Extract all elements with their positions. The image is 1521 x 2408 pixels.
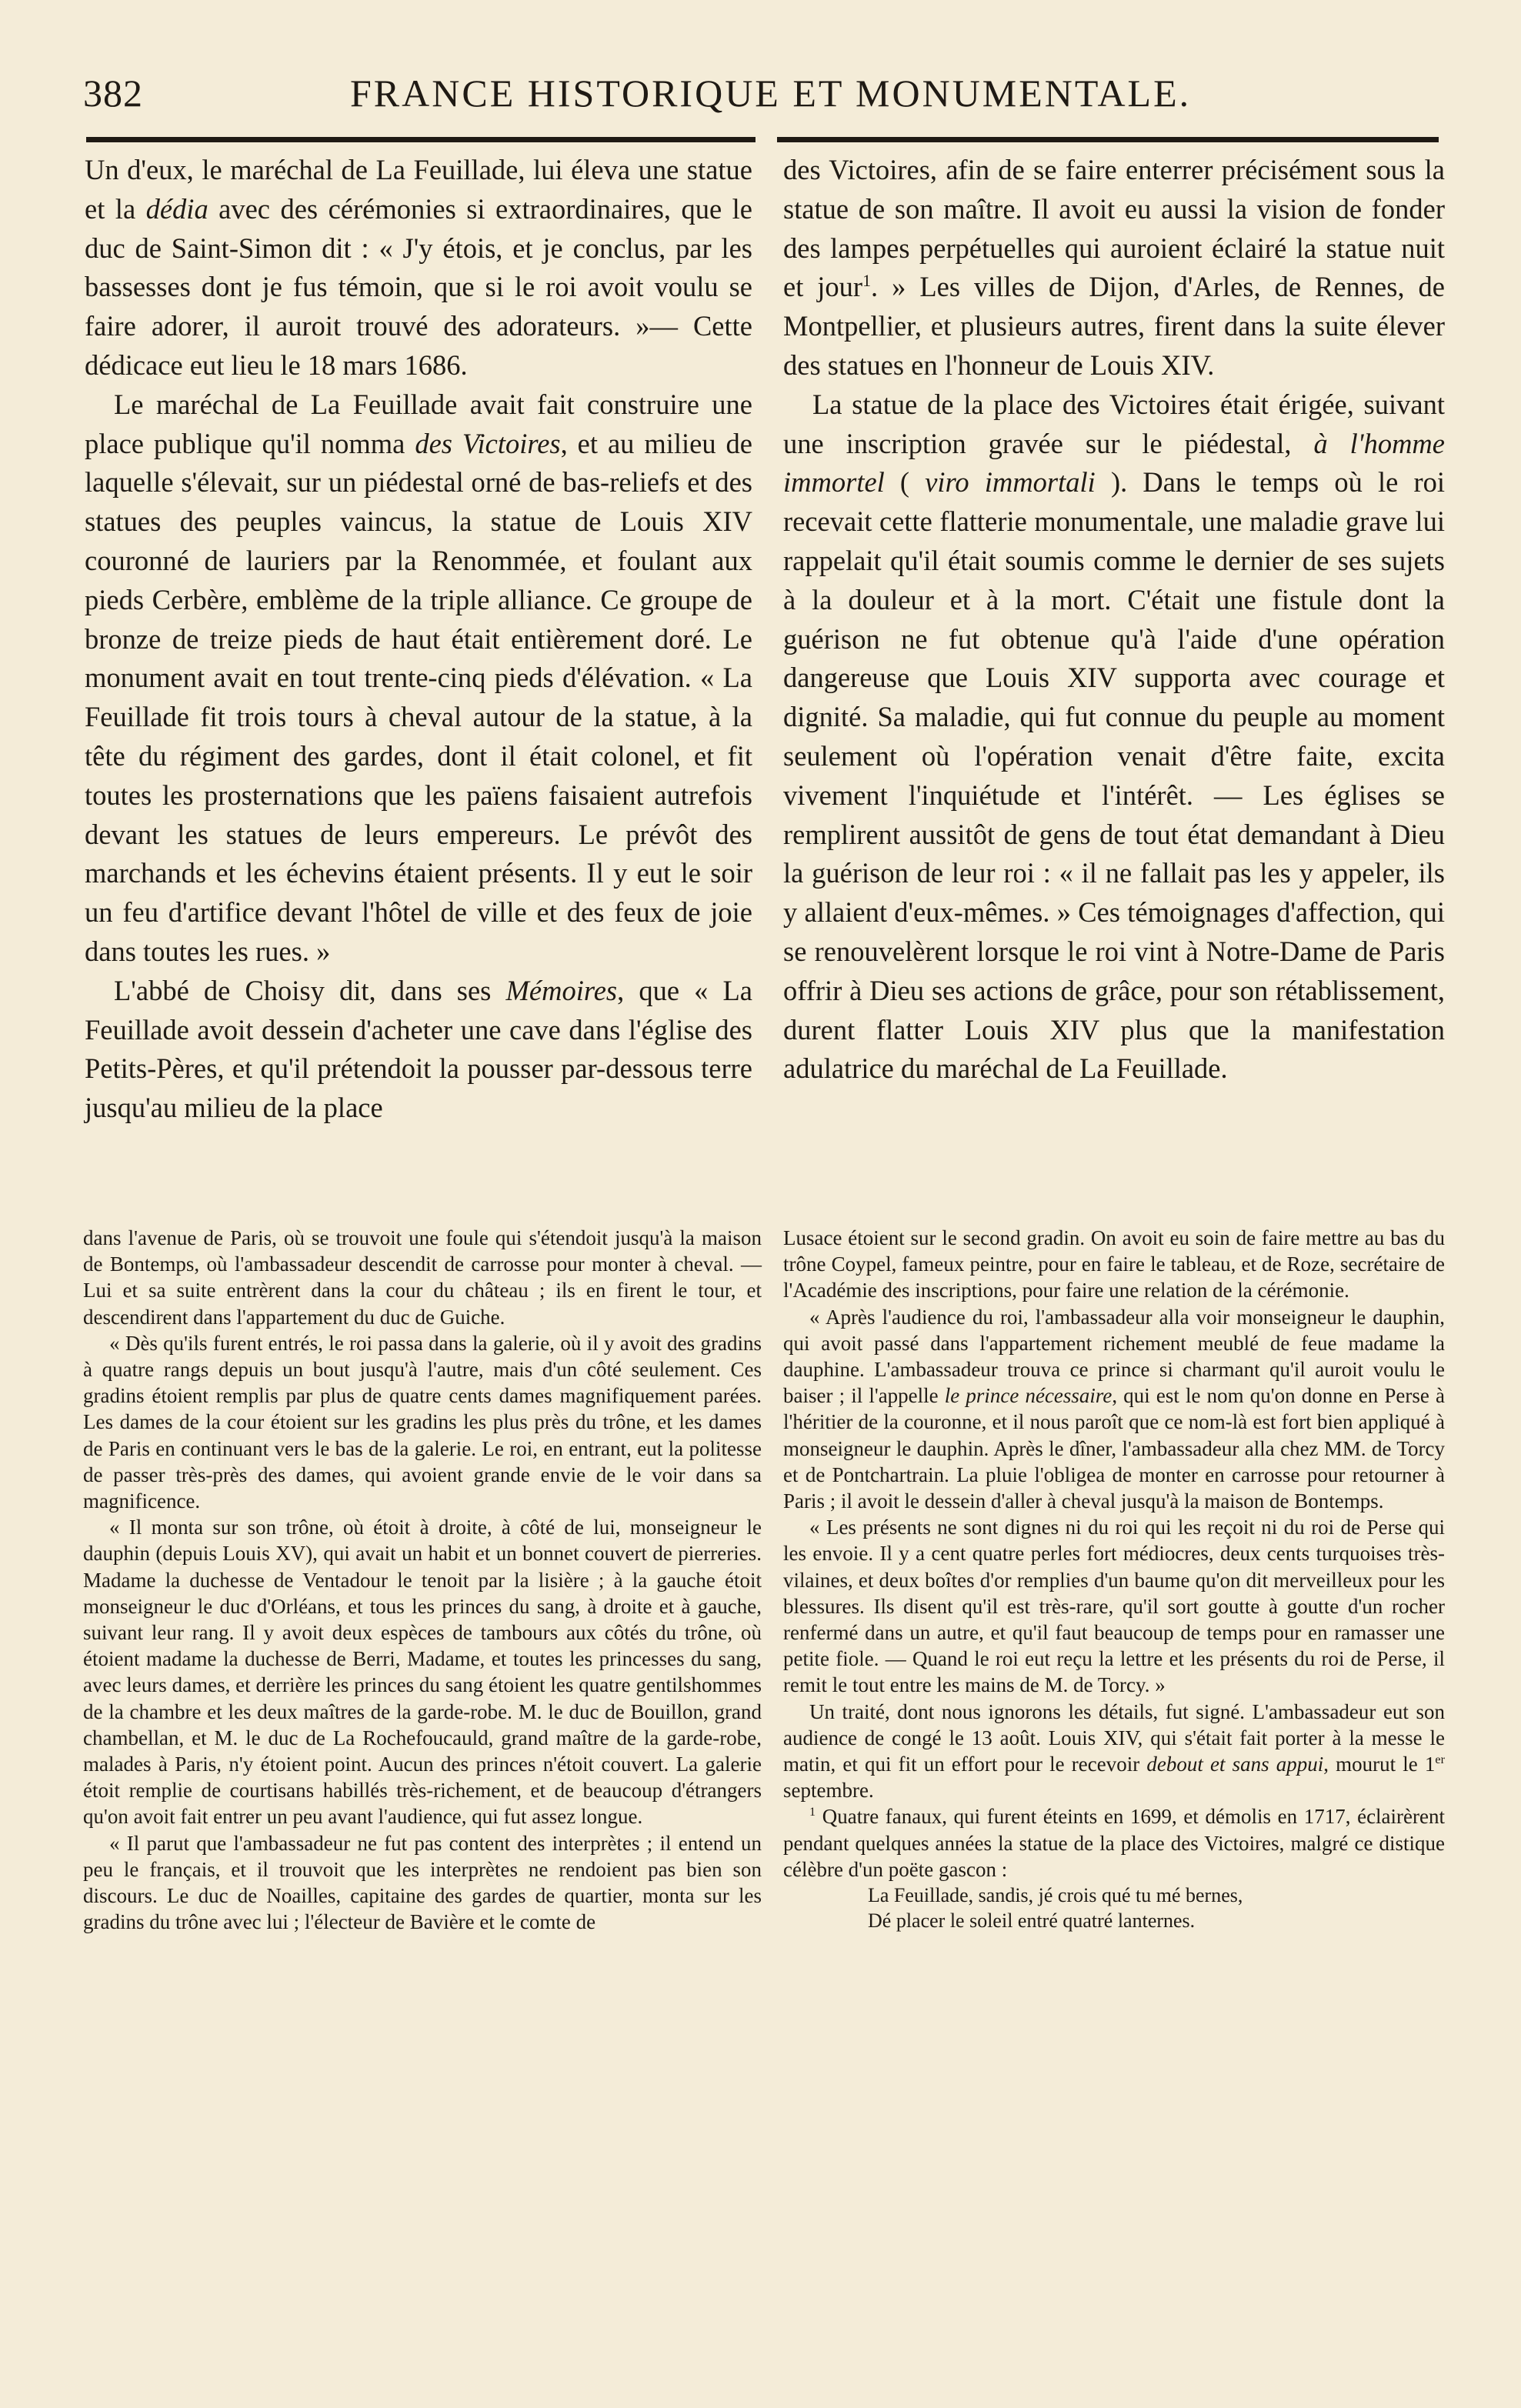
italic-text: viro immortali: [925, 466, 1096, 499]
verse-line: La Feuillade, sandis, jé crois qué tu mé bernes,: [868, 1884, 1243, 1907]
note-paragraph: « Il monta sur son trône, où étoit à droite, à côté de lui, monseigneur le dauphin (depuis Louis XV), qui avait un habit et un bonnet couvert de pierreries. Madame la duchesse de Ventadour le tenoit par la lisière ; à la gauche étoit monseigneur le duc d'Orléans, et tous les princes du sang, à droite et à gauche, suivant leur rang. Il y avoit deux espèces de tambours aux côtés du trône, où étoient madame la duchesse de Berri, Madame, et toutes les princesses du sang, avec leurs dames, et derrière les princes du sang étoient les quatre gentilshommes de la chambre et les deux maîtres de la garde-robe. M. le duc de Bouillon, grand chambellan, et M. le duc de La Rochefoucauld, grand maître de la garde-robe, malades à Paris, n'y étoient point. Aucun des princes n'étoit couvert. La galerie étoit remplie de courtisans habillés très-richement, et de beaucoup d'étrangers qu'on avoit fait entrer un peu avant l'audience, qui fut assez longue.: [83, 1516, 762, 1829]
page-number: 382: [83, 72, 143, 115]
note-paragraph: [783, 1699, 1445, 1804]
note-paragraph: dans l'avenue de Paris, où se trouvoit une foule qui s'étendoit jusqu'à la maison de Bontemps, où l'ambassadeur descendit de carrosse pour monter à cheval. — Lui et sa suite entrèrent dans la cour du château ; ils en firent le tour, et descendirent dans l'appartement du duc de Guiche.: [83, 1226, 762, 1329]
note-paragraph: Lusace étoient sur le second gradin. On avoit eu soin de faire mettre au bas du trône Coypel, fameux peintre, pour en faire le tableau, et de Roze, secrétaire de l'Académie des inscriptions, pour faire une relation de la cérémonie.: [783, 1226, 1445, 1302]
text-run: La statue de la place des Victoires était érigée, suivant une inscription gravée sur le piédestal,: [783, 388, 1445, 459]
text-run: . » Les villes de Dijon, d'Arles, de Rennes, de Montpellier, et plusieurs autres, firent dans la suite élever des statues en l'honneur de Louis XIV.: [783, 271, 1445, 381]
italic-text: Mémoires: [505, 974, 618, 1006]
main-paragraph: [85, 151, 752, 385]
notes-left-column: [83, 1225, 762, 1935]
italic-text: à l'homme immortel: [783, 427, 1445, 499]
superscript: er: [1435, 1753, 1445, 1767]
footnote-ref: 1: [862, 271, 872, 291]
verse-line: Dé placer le soleil entré quatré lanternes.: [868, 1909, 1196, 1933]
footnote: [783, 1803, 1445, 1883]
text-run: , qui est le nom qu'on donne en Perse à l'héritier de la couronne, et il nous paroît que ce nom-là est fort bien appliqué à monseigneur le dauphin. Après le dîner, l'ambassadeur alla chez MM. de Torcy et de Pontchartrain. La pluie l'obligea de monter en carrosse pour retourner à Paris ; il avoit le dessein d'aller à cheval jusqu'à la maison de Bontemps.: [783, 1384, 1446, 1513]
main-paragraph: [85, 972, 752, 1128]
footnote-text: Quatre fanaux, qui furent éteints en 1699, et démolis en 1717, éclairèrent pendant quelques années la statue de la place des Victoires, malgré ce distique célèbre d'un poëte gascon :: [783, 1805, 1445, 1881]
main-paragraph: [783, 151, 1445, 385]
text-run: « Après l'audience du roi, l'ambassadeur alla voir monseigneur le dauphin, qui avoit passé dans l'appartement richement meublé de feue madame la dauphine. L'ambassadeur trouva ce prince si charmant qu'il auroit voulu le baiser ; il l'appelle: [783, 1305, 1445, 1408]
main-text-right-column: [783, 151, 1445, 1089]
note-paragraph: [783, 1304, 1445, 1515]
text-run: Un d'eux, le maréchal de La Feuillade, lui éleva une statue et la: [85, 154, 752, 225]
text-run: septembre.: [783, 1779, 874, 1803]
main-text-left-column: [85, 151, 752, 1128]
main-paragraph: [783, 385, 1445, 1089]
header-rule-left: [86, 137, 755, 142]
italic-text: dédia: [145, 192, 208, 225]
text-run: avec des cérémonies si extraordinaires, que le duc de Saint-Simon dit : « J'y étois, et je conclus, par les bassesses dont je fus témoin, que si le roi avoit voulu se faire adorer, il auroit trouvé des adorateurs. »— Cette dédicace eut lieu le 18 mars 1686.: [85, 192, 753, 381]
note-paragraph: « Dès qu'ils furent entrés, le roi passa dans la galerie, où il y avoit des gradins à quatre rangs depuis un bout jusqu'à l'autre, mais d'un côté seulement. Ces gradins étoient remplis par plus de quatre cents dames magnifiquement parées. Les dames de la cour étoient sur les gradins les plus près du trône, et les dames de Paris en continuant vers le bas de la galerie. Le roi, en entrant, eut la politesse de passer très-près des dames, qui avoient grande envie de le voir dans sa magnificence.: [83, 1331, 762, 1513]
note-paragraph: « Il parut que l'ambassadeur ne fut pas content des interprètes ; il entend un peu le français, et il trouvoit que les interprètes ne rendoient pas bien son discours. Le duc de Noailles, capitaine des gardes de quartier, monta sur les gradins du trône avec lui ; l'électeur de Bavière et le comte de: [83, 1831, 762, 1934]
text-run: ). Dans le temps où le roi recevait cette flatterie monumentale, une maladie grave lui rappelait qu'il était soumis comme le dernier de ses sujets à la douleur et à la mort. C'était une fistule dont la guérison ne fut obtenue qu'à l'aide d'une opération dangereuse que Louis XIV supporta avec courage et dignité. Sa maladie, qui fut connue du peuple au moment seulement où l'opération venait d'être faite, excita vivement l'inquiétude et l'intérêt. — Les églises se remplirent aussitôt de gens de tout état demandant à Dieu la guérison de leur roi : « il ne fallait pas les y appeler, ils y allaient d'eux-mêmes. » Ces témoignages d'affection, qui se renouvelèrent lorsque le roi vint à Notre-Dame de Paris offrir à Dieu ses actions de grâce, pour son rétablissement, durent flatter Louis XIV plus que la manifestation adulatrice du maréchal de La Feuillade.: [783, 466, 1445, 1085]
footnote-mark: 1: [809, 1805, 816, 1819]
notes-right-column: [783, 1225, 1445, 1933]
main-paragraph: [85, 385, 752, 972]
text-run: Le maréchal de La Feuillade avait fait construire une place publique qu'il nomma: [85, 388, 752, 459]
running-header: [77, 71, 1454, 117]
text-run: (: [884, 466, 926, 499]
italic-text: debout et sans appui: [1146, 1753, 1324, 1776]
text-run: , que « La Feuillade avoit dessein d'acheter une cave dans l'église des Petits-Pères, et qu'il prétendoit la pousser par-dessous terre jusqu'au milieu de la place: [85, 974, 752, 1124]
text-run: L'abbé de Choisy dit, dans ses: [114, 974, 506, 1006]
header-rule-right: [777, 137, 1439, 142]
text-run: Un traité, dont nous ignorons les détails, fut signé. L'ambassadeur eut son audience de congé le 13 août. Louis XIV, qui s'était fait porter à la messe le matin, et qui fit un effort pour le recevoir: [783, 1699, 1445, 1776]
text-run: des Victoires, afin de se faire enterrer précisément sous la statue de son maître. Il avoit eu aussi la vision de fonder des lampes perpétuelles qui auroient éclairé la statue nuit et jour: [783, 154, 1445, 303]
running-title: FRANCE HISTORIQUE ET MONUMENTALE.: [350, 72, 1192, 115]
note-paragraph: « Les présents ne sont dignes ni du roi qui les reçoit ni du roi de Perse qui les envoie. Il y a cent quatre perles fort médiocres, deux cents turquoises très-vilaines, et deux boîtes d'or remplies d'un baume qu'on dit merveilleux pour les blessures. Ils disent qu'il est très-rare, qu'il sort goutte à goutte d'un rocher renfermé dans un autre, et qu'il faut beaucoup de temps pour en ramasser une petite fiole. — Quand le roi eut reçu la lettre et les présents du roi de Perse, il remit le tout entre les mains de M. de Torcy. »: [783, 1516, 1445, 1697]
text-run: , mourut le 1: [1323, 1753, 1436, 1776]
italic-text: des Victoires: [415, 427, 561, 459]
italic-text: le prince nécessaire: [944, 1384, 1112, 1408]
text-run: , et au milieu de laquelle s'élevait, sur un piédestal orné de bas-reliefs et des statues des peuples vaincus, la statue de Louis XIV couronné de lauriers par la Renommée, et foulant aux pieds Cerbère, emblème de la triple alliance. Ce groupe de bronze de treize pieds de haut était entièrement doré. Le monument avait en tout trente-cinq pieds d'élévation. « La Feuillade fit trois tours à cheval autour de la statue, à la tête du régiment des gardes, dont il était colonel, et fit toutes les prosternations que les païens faisaient autrefois devant les statues de leurs empereurs. Le prévôt des marchands et les échevins étaient présents. Il y eut le soir un feu d'artifice devant l'hôtel de ville et des feux de joie dans toutes les rues. »: [85, 427, 752, 967]
